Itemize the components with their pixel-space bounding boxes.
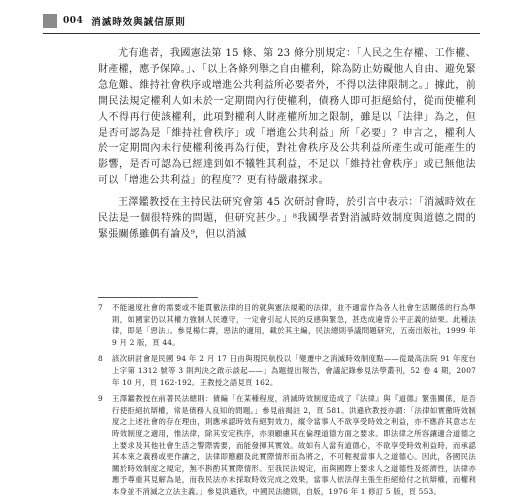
footnote-number: 9 <box>98 394 103 404</box>
paragraph-1: 尤有進者，我國憲法第 15 條、第 23 條分別規定：「人民之生存權、工作權、財產權，應予保障。」、「以上各條列舉之自由權利，除為防止妨礙他人自由、避免緊急危難、維持社會秩序或增進公共利益所必要者外，不得以法律限制之。」據此，前開民法規定權利人如未於一定期間內行使權利，債務人即可拒絕給付，從而使權利人不得再行使該權利，此項對權利人財產權所加之限制，雖是以「法律」為之，但是否可認為是「維持社會秩序」或「增進公共利益」所「必要」？申言之，權利人於一定期間內未行使權利後再為行使，對社會秩序及公共利益所產生或可能產生的影響，是否可認為已經達到如不犧牲其利益，不足以「維持社會秩序」或已無他法可以「增進公共利益」的程度⁷？更有待嚴肅探求。 <box>98 48 476 187</box>
page-number: 004 <box>63 16 84 26</box>
body-text <box>98 46 476 249</box>
paragraph-2: 王澤鑑教授在主持民法研究會第 45 次研討會時，於引言中表示：「消滅時效在民法是一個很特殊的問題，但研究甚少。」⁸我國學者對消滅時效制度與道德之間的緊張關係雖偶有論及⁹，但以消滅 <box>98 197 476 240</box>
running-title: 消滅時效與誠信原則 <box>91 17 186 28</box>
footnotes <box>98 302 476 503</box>
footnote-text: 該次研討會是民國 94 年 2 月 17 日由與現民航投以「變遷中之消滅時效制度點——從最高法院 91 年度台上字第 1312 號等 3 則判決之啟示談起——」為題提出報告，會議記錄參見法學叢刊，52 卷 4 期，2007 年 10 月，頁 162-192。王教授之語見頁 162。 <box>112 354 476 387</box>
page-header <box>43 11 483 31</box>
page-number-marker <box>43 14 57 28</box>
footnote-text: 王澤鑑教授在前著民法總則：債編「在某種程度，消滅時效制度造成了『法律』與『道德』緊張關係，是否行使拒絕抗辯權，常是債務人良知的問題。」參見前揭註 2，頁 581。洪遜欣教授亦謂：「法律如實徹時效制度之上述社會的存在理由，則應承認時效有絕對效力，縱令當事人不欲享受時效之利益，亦不應許其意志左時效制度之適用，惟法律，除其安定秩序，亦須顧慮其在倫理道德方面之要求。即法律之所容讓適合道德之上要求及其他社會生活之警際需要，而能發揮其實效。故如有人當有道德心，不欲享受時效利益時，而承認其本來之義務或更作讓之，法律即應顧及此實際情形而為將之，不可輕視當事人之道德心。因此，各國民法關於時效制度之規定，無不斟酌其實際情形。至我民法規定，而與國際上要求人之道德性及經濟性，法律亦應予尊重其見解為是，而我民法亦未採取時效完成之效果，當事人依法得主張生拒絕給付之抗辯權，而權利本身並不消滅之立法主義。」參見洪遜欣，中國民法總則，自版，1976 年 1 修訂 5 版，頁 553。 <box>112 394 476 496</box>
footnote-text: 不能過度社會的需要或不能貫徹法律的目的就與憲法規範的法律，並不適當作為各人社會生活關係的行為準則，如國家仍以其權力強制人民遵守，一定會引起人民的反感與緊急，甚迭成違背公平正義的結果。此種法律，即是「惡法」。參見楊仁壽，惡法的適用，載於其主編，民法總則爭議問題研究，五南出版社，1999 年 9 月 2 版，頁 44。 <box>112 303 476 347</box>
header-divider <box>43 33 480 34</box>
footnote-8 <box>98 353 476 388</box>
footnote-number: 8 <box>98 354 103 364</box>
footnote-7 <box>98 302 476 348</box>
footnote-9 <box>98 393 476 497</box>
footnote-number: 7 <box>98 303 103 312</box>
footnote-divider <box>98 297 198 298</box>
